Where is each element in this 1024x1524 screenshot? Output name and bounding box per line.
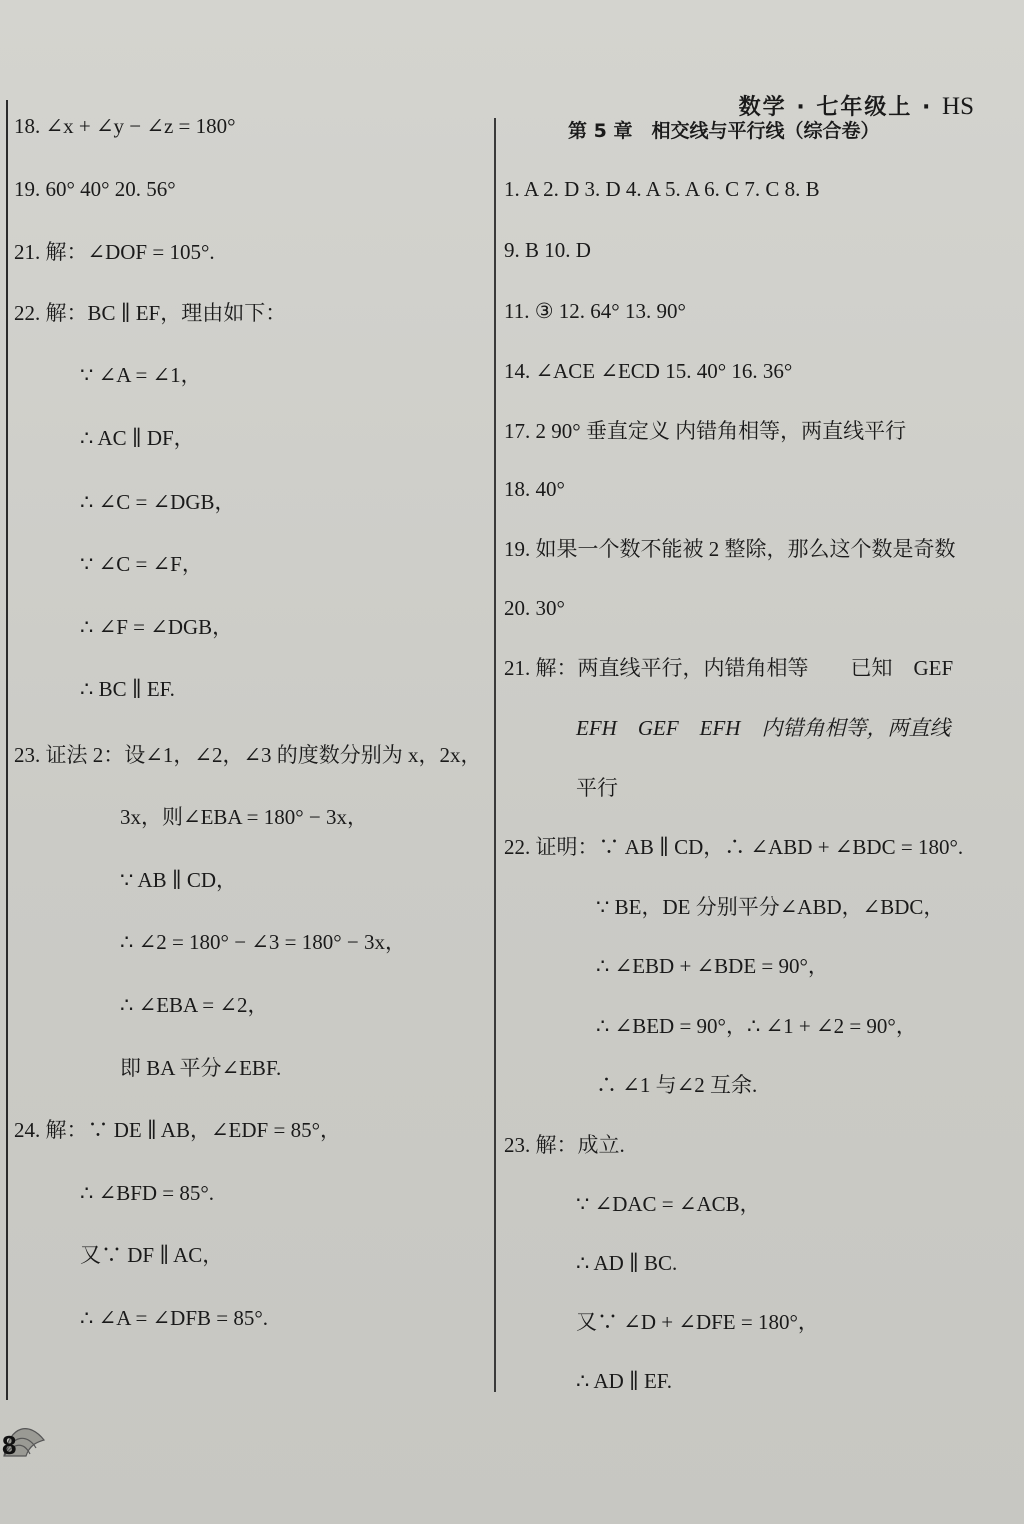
answer-line: ∴ ∠BED = 90°，∴ ∠1 + ∠2 = 90°， [596,1014,917,1038]
answer-line: 19. 如果一个数不能被 2 整除，那么这个数是奇数 [504,537,956,561]
answer-line: ∴ AC ∥ DF， [80,426,195,450]
page-number: 8 [2,1430,17,1460]
answer-line: ∵ ∠C = ∠F， [80,552,203,576]
column-divider [494,118,496,1392]
answer-line: 23. 证法 2：设∠1，∠2，∠3 的度数分别为 x，2x， [14,743,482,767]
answer-line: 1. A 2. D 3. D 4. A 5. A 6. C 7. C 8. B [504,177,820,201]
answer-line: ∵ AB ∥ CD， [120,868,237,892]
page-number-badge [0,1404,48,1460]
answer-line: EFH GEF EFH 内错角相等，两直线 [576,716,951,740]
answer-line: 24. 解：∵ DE ∥ AB，∠EDF = 85°， [14,1118,341,1142]
answer-line: 21. 解：两直线平行，内错角相等 已知 GEF [504,656,954,680]
answer-line: 又∵ ∠D + ∠DFE = 180°， [576,1310,819,1334]
answer-line: 17. 2 90° 垂直定义 内错角相等，两直线平行 [504,419,907,443]
answer-line: ∴ AD ∥ EF. [576,1369,673,1393]
answer-line: ∴ ∠EBD + ∠BDE = 90°， [596,954,829,978]
header-edition: HS [942,93,974,120]
answer-line: ∴ ∠A = ∠DFB = 85°. [80,1306,268,1330]
answer-line: ∴ AD ∥ BC. [576,1251,678,1275]
answer-line: 20. 30° [504,596,565,620]
answer-line: 22. 证明：∵ AB ∥ CD，∴ ∠ABD + ∠BDC = 180°. [504,835,964,859]
answer-line: ∵ ∠DAC = ∠ACB， [576,1192,761,1216]
header-subject: 数学 · 七年级上 · [738,95,943,120]
answer-line: 平行 [576,776,618,800]
chapter-title: 第 5 章 相交线与平行线（综合卷） [568,120,880,142]
answer-line: 21. 解：∠DOF = 105°. [14,240,215,264]
answer-line: 11. ③ 12. 64° 13. 90° [504,299,686,323]
answer-line: 23. 解：成立. [504,1133,625,1157]
answer-line: ∴ ∠BFD = 85°. [80,1181,215,1205]
answer-line: 18. ∠x + ∠y − ∠z = 180° [14,114,236,138]
answer-line: ∴ BC ∥ EF. [80,677,175,701]
answer-line: ∵ BE，DE 分别平分∠ABD，∠BDC， [596,895,945,919]
answer-line: 19. 60° 40° 20. 56° [14,177,176,201]
answer-line: ∴ ∠2 = 180° − ∠3 = 180° − 3x， [120,930,406,954]
answer-line: ∴ ∠F = ∠DGB， [80,615,234,639]
answer-line: ∴ ∠EBA = ∠2， [120,993,269,1017]
answer-line: 即 BA 平分∠EBF. [120,1056,282,1080]
answer-line: 18. 40° [504,477,565,501]
answer-line: 3x，则∠EBA = 180° − 3x， [120,805,369,829]
answer-line: ∴ ∠C = ∠DGB， [80,490,236,514]
answer-line: 14. ∠ACE ∠ECD 15. 40° 16. 36° [504,359,793,383]
answer-line: 又∵ DF ∥ AC， [80,1243,224,1267]
answer-line: ∵ ∠A = ∠1， [80,363,202,387]
left-margin-rule [6,100,8,1400]
answer-line: ∴ ∠1 与∠2 互余. [596,1073,758,1097]
answer-line: 9. B 10. D [504,238,591,262]
answer-line: 22. 解：BC ∥ EF，理由如下： [14,301,287,325]
